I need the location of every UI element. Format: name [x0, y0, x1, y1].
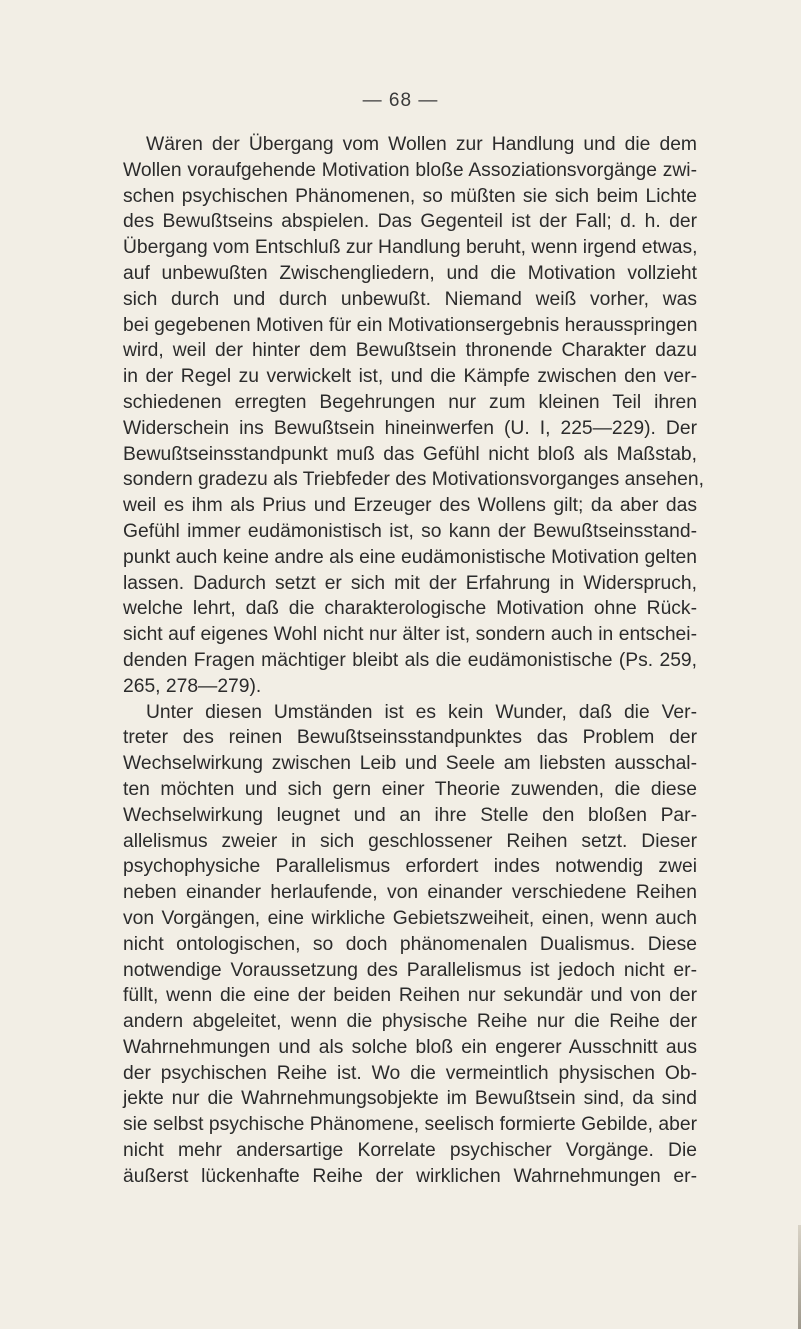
text-line: andern abgeleitet, wenn die physische Reihe nur die Reihe der: [123, 1011, 697, 1033]
text-line: psychophysiche Parallelismus erfordert indes notwendig zwei: [123, 856, 697, 878]
text-line: Unter diesen Umständen ist es kein Wunder, daß die Ver-: [146, 701, 697, 723]
page-number: — 68 —: [362, 90, 439, 111]
text-line: lassen. Dadurch setzt er sich mit der Erfahrung in Widerspruch,: [123, 572, 697, 594]
text-line: auf unbewußten Zwischengliedern, und die Motivation vollzieht: [123, 262, 697, 284]
text-line: ten möchten und sich gern einer Theorie zuwenden, die diese: [123, 778, 697, 800]
text-line: neben einander herlaufende, von einander verschiedene Reihen: [123, 882, 697, 904]
text-line: bei gegebenen Motiven für ein Motivationsergebnis herausspringen: [123, 314, 698, 336]
text-line: sicht auf eigenes Wohl nicht nur älter ist, sondern auch in entschei-: [123, 624, 697, 646]
text-line: Wären der Übergang vom Wollen zur Handlung und die dem: [146, 134, 697, 155]
text-line: sie selbst psychische Phänomene, seelisch formierte Gebilde, aber: [123, 1114, 697, 1136]
text-line: weil es ihm als Prius und Erzeuger des Wollens gilt; da aber das: [123, 495, 697, 517]
text-line: Wechselwirkung zwischen Leib und Seele am liebsten ausschal-: [123, 753, 697, 775]
text-line: des Bewußtseins abspielen. Das Gegenteil ist der Fall; d. h. der: [123, 211, 697, 233]
text-line: Bewußtseinsstandpunkt muß das Gefühl nicht bloß als Maßstab,: [123, 443, 697, 465]
text-line: schen psychischen Phänomenen, so müßten sie sich beim Lichte: [123, 185, 697, 207]
text-line: nicht ontologischen, so doch phänomenalen Dualismus. Diese: [123, 933, 697, 955]
text-line: der psychischen Reihe ist. Wo die vermeintlich physischen Ob-: [123, 1062, 697, 1084]
text-line: von Vorgängen, eine wirkliche Gebietszweiheit, einen, wenn auch: [123, 907, 697, 929]
text-line: sich durch und durch unbewußt. Niemand weiß vorher, was: [123, 288, 697, 310]
text-line: in der Regel zu verwickelt ist, und die Kämpfe zwischen den ver-: [123, 366, 697, 388]
text-line: nicht mehr andersartige Korrelate psychischer Vorgänge. Die: [123, 1140, 697, 1162]
text-line: notwendige Voraussetzung des Parallelismus ist jedoch nicht er-: [123, 959, 697, 981]
text-line: wird, weil der hinter dem Bewußtsein thronende Charakter dazu: [123, 340, 697, 362]
text-line: Wechselwirkung leugnet und an ihre Stelle den bloßen Par-: [123, 804, 697, 826]
text-line: Gefühl immer eudämonistisch ist, so kann der Bewußtseinsstand-: [123, 520, 697, 542]
text-line: sondern gradezu als Triebfeder des Motivationsvorganges ansehen,: [123, 469, 704, 491]
text-line: allelismus zweier in sich geschlossener Reihen setzt. Dieser: [123, 830, 697, 852]
text-line: jekte nur die Wahrnehmungsobjekte im Bewußtsein sind, da sind: [123, 1088, 697, 1110]
text-line: welche lehrt, daß die charakterologische Motivation ohne Rück-: [123, 598, 697, 620]
text-line: treter des reinen Bewußtseinsstandpunktes das Problem der: [123, 727, 697, 749]
text-line: äußerst lückenhafte Reihe der wirklichen Wahrnehmungen er-: [123, 1165, 697, 1187]
text-line: 265, 278—279).: [123, 675, 262, 697]
text-line: Wollen voraufgehende Motivation bloße Assoziationsvorgänge zwi-: [123, 159, 697, 181]
text-line: Widerschein ins Bewußtsein hineinwerfen (U. I, 225—229). Der: [123, 417, 697, 439]
text-line: schiedenen erregten Begehrungen nur zum kleinen Teil ihren: [123, 391, 697, 413]
text-line: punkt auch keine andre als eine eudämonistische Motivation gelten: [123, 546, 697, 568]
body-text: [123, 132, 704, 1190]
text-line: füllt, wenn die eine der beiden Reihen nur sekundär und von der: [123, 985, 697, 1007]
text-line: Übergang vom Entschluß zur Handlung beruht, wenn irgend etwas,: [123, 237, 698, 259]
text-line: Wahrnehmungen und als solche bloß ein engerer Ausschnitt aus: [123, 1036, 697, 1058]
text-line: denden Fragen mächtiger bleibt als die eudämonistische (Ps. 259,: [123, 649, 697, 671]
